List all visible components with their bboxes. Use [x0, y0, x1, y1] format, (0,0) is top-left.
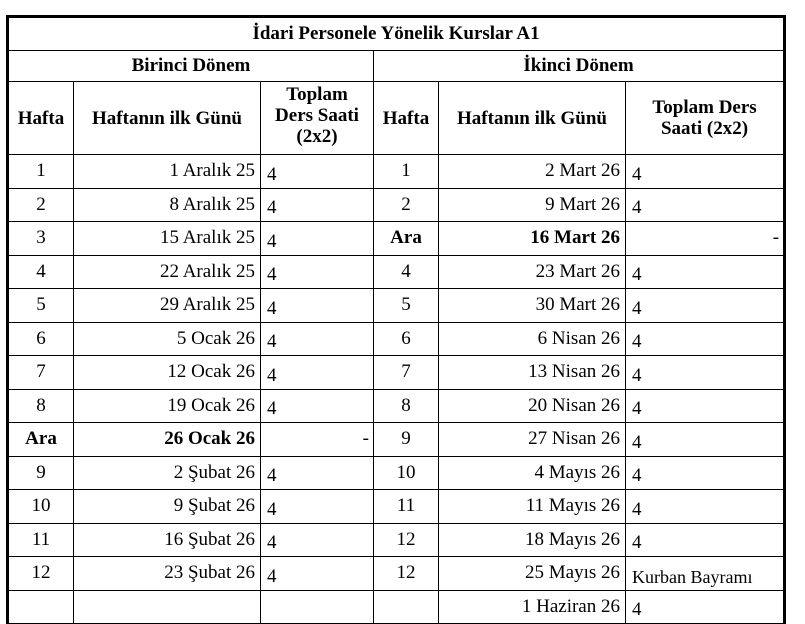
schedule-body [9, 155, 784, 624]
first-hours-cell: 4 [261, 255, 374, 289]
second-date-cell: 20 Nisan 26 [439, 389, 626, 423]
second-date-cell: 18 Mayıs 26 [439, 523, 626, 557]
table-row [9, 188, 784, 222]
second-date-header: Haftanın ilk Günü [439, 82, 626, 155]
table-row [9, 289, 784, 323]
first-week-cell: 10 [9, 490, 74, 524]
first-date-cell: 5 Ocak 26 [74, 322, 261, 356]
first-date-cell: 1 Aralık 25 [74, 155, 261, 189]
second-term-heading: İkinci Dönem [374, 51, 784, 82]
first-hours-cell: 4 [261, 523, 374, 557]
first-hours-cell: 4 [261, 490, 374, 524]
schedule-table [8, 17, 784, 624]
table-row [9, 490, 784, 524]
second-week-cell: 10 [374, 456, 439, 490]
table-row [9, 356, 784, 390]
second-date-cell: 13 Nisan 26 [439, 356, 626, 390]
second-date-cell: 27 Nisan 26 [439, 423, 626, 457]
first-week-cell: 8 [9, 389, 74, 423]
second-date-cell: 9 Mart 26 [439, 188, 626, 222]
second-hours-cell: 4 [626, 389, 784, 423]
first-date-cell: 29 Aralık 25 [74, 289, 261, 323]
first-date-cell: 16 Şubat 26 [74, 523, 261, 557]
table-title: İdari Personele Yönelik Kurslar A1 [9, 18, 784, 51]
second-hours-cell: 4 [626, 289, 784, 323]
second-date-cell: 23 Mart 26 [439, 255, 626, 289]
second-date-cell: 25 Mayıs 26 [439, 557, 626, 591]
table-row [9, 557, 784, 591]
first-week-cell [9, 590, 74, 624]
first-hours-cell: - [261, 423, 374, 457]
table-row [9, 255, 784, 289]
second-date-cell: 6 Nisan 26 [439, 322, 626, 356]
first-hours-cell: 4 [261, 222, 374, 256]
second-hours-cell: 4 [626, 423, 784, 457]
second-hours-cell: 4 [626, 456, 784, 490]
first-date-cell: 23 Şubat 26 [74, 557, 261, 591]
first-week-cell: 6 [9, 322, 74, 356]
first-date-header: Haftanın ilk Günü [74, 82, 261, 155]
second-hours-cell: 4 [626, 155, 784, 189]
second-week-header: Hafta [374, 82, 439, 155]
first-week-header: Hafta [9, 82, 74, 155]
first-week-cell: 11 [9, 523, 74, 557]
second-hours-cell: 4 [626, 356, 784, 390]
first-date-cell: 15 Aralık 25 [74, 222, 261, 256]
first-week-cell: Ara [9, 423, 74, 457]
first-date-cell: 22 Aralık 25 [74, 255, 261, 289]
first-week-cell: 4 [9, 255, 74, 289]
table-row [9, 423, 784, 457]
first-hours-header: Toplam Ders Saati (2x2) [261, 82, 374, 155]
first-date-cell: 26 Ocak 26 [74, 423, 261, 457]
first-date-cell: 8 Aralık 25 [74, 188, 261, 222]
second-week-cell: Ara [374, 222, 439, 256]
second-hours-cell: - [626, 222, 784, 256]
first-date-cell: 19 Ocak 26 [74, 389, 261, 423]
first-week-cell: 3 [9, 222, 74, 256]
second-week-cell: 4 [374, 255, 439, 289]
second-week-cell: 6 [374, 322, 439, 356]
first-week-cell: 2 [9, 188, 74, 222]
second-hours-cell: 4 [626, 188, 784, 222]
second-date-cell: 4 Mayıs 26 [439, 456, 626, 490]
second-hours-cell: 4 [626, 322, 784, 356]
first-hours-cell: 4 [261, 389, 374, 423]
first-week-cell: 5 [9, 289, 74, 323]
first-week-cell: 7 [9, 356, 74, 390]
second-week-cell: 7 [374, 356, 439, 390]
table-row [9, 155, 784, 189]
first-date-cell: 9 Şubat 26 [74, 490, 261, 524]
second-week-cell: 11 [374, 490, 439, 524]
second-hours-cell: 4 [626, 523, 784, 557]
second-week-cell: 2 [374, 188, 439, 222]
table-row [9, 456, 784, 490]
table-row [9, 590, 784, 624]
first-term-heading: Birinci Dönem [9, 51, 374, 82]
second-hours-cell: 4 [626, 490, 784, 524]
first-hours-cell [261, 590, 374, 624]
second-date-cell: 2 Mart 26 [439, 155, 626, 189]
second-week-cell: 8 [374, 389, 439, 423]
second-date-cell: 1 Haziran 26 [439, 590, 626, 624]
first-date-cell [74, 590, 261, 624]
table-row [9, 222, 784, 256]
first-week-cell: 1 [9, 155, 74, 189]
second-week-cell: 5 [374, 289, 439, 323]
table-row [9, 389, 784, 423]
second-date-cell: 16 Mart 26 [439, 222, 626, 256]
first-week-cell: 9 [9, 456, 74, 490]
second-week-cell: 12 [374, 523, 439, 557]
first-date-cell: 12 Ocak 26 [74, 356, 261, 390]
second-hours-header: Toplam Ders Saati (2x2) [626, 82, 784, 155]
first-hours-cell: 4 [261, 188, 374, 222]
second-week-cell: 1 [374, 155, 439, 189]
second-week-cell [374, 590, 439, 624]
second-hours-cell: 4 [626, 590, 784, 624]
first-hours-cell: 4 [261, 322, 374, 356]
table-row [9, 523, 784, 557]
first-hours-cell: 4 [261, 456, 374, 490]
first-hours-cell: 4 [261, 289, 374, 323]
first-hours-cell: 4 [261, 155, 374, 189]
second-hours-cell: Kurban Bayramı [626, 557, 784, 591]
second-date-cell: 11 Mayıs 26 [439, 490, 626, 524]
second-week-cell: 12 [374, 557, 439, 591]
first-date-cell: 2 Şubat 26 [74, 456, 261, 490]
table-row [9, 322, 784, 356]
first-hours-cell: 4 [261, 557, 374, 591]
first-hours-cell: 4 [261, 356, 374, 390]
second-hours-cell: 4 [626, 255, 784, 289]
second-date-cell: 30 Mart 26 [439, 289, 626, 323]
second-week-cell: 9 [374, 423, 439, 457]
first-week-cell: 12 [9, 557, 74, 591]
